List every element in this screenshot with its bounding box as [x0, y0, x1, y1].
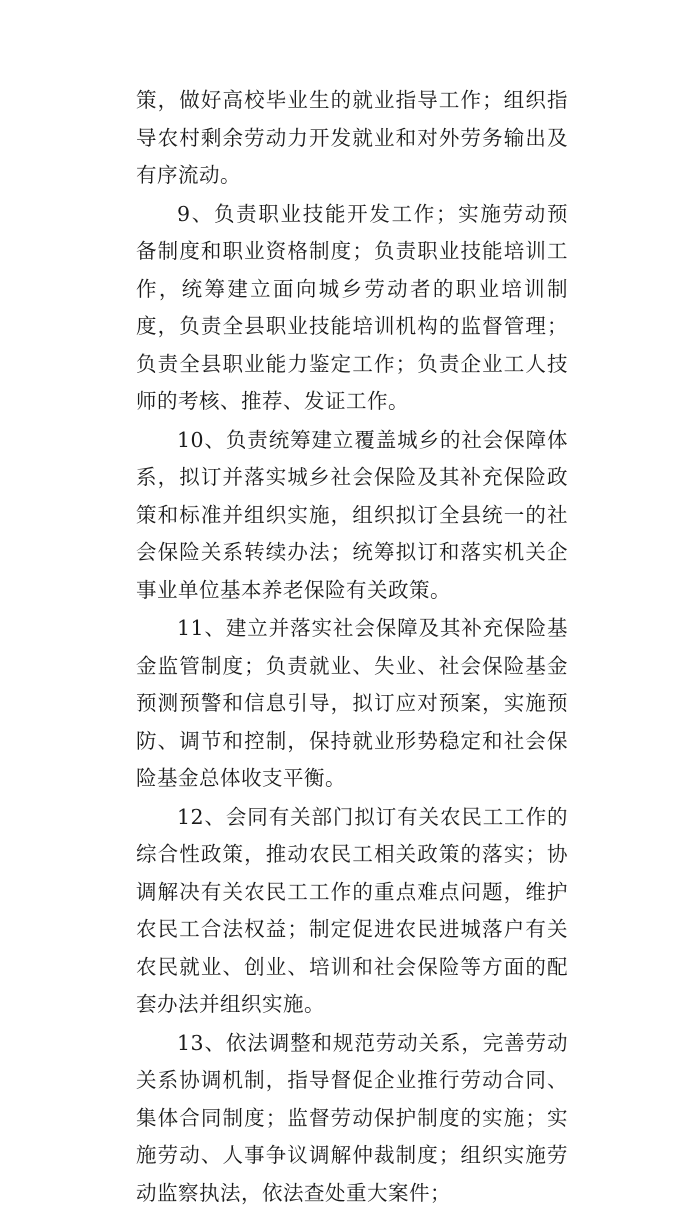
paragraph-continued: 策，做好高校毕业生的就业指导工作；组织指导农村剩余劳动力开发就业和对外劳务输出及有序流动。	[136, 82, 568, 195]
document-body	[136, 82, 568, 1212]
paragraph-item-12: 12、会同有关部门拟订有关农民工工作的综合性政策，推动农民工相关政策的落实；协调解决有关农民工工作的重点难点问题，维护农民工合法权益；制定促进农民进城落户有关农民就业、创业、培训和社会保险等方面的配套办法并组织实施。	[136, 799, 568, 1024]
paragraph-item-10: 10、负责统筹建立覆盖城乡的社会保障体系，拟订并落实城乡社会保险及其补充保险政策和标准并组织实施，组织拟订全县统一的社会保险关系转续办法；统筹拟订和落实机关企事业单位基本养老保险有关政策。	[136, 422, 568, 610]
paragraph-item-9: 9、负责职业技能开发工作；实施劳动预备制度和职业资格制度；负责职业技能培训工作，统筹建立面向城乡劳动者的职业培训制度，负责全县职业技能培训机构的监督管理；负责全县职业能力鉴定工作；负责企业工人技师的考核、推荐、发证工作。	[136, 196, 568, 421]
paragraph-item-13: 13、依法调整和规范劳动关系，完善劳动关系协调机制，指导督促企业推行劳动合同、集体合同制度；监督劳动保护制度的实施；实施劳动、人事争议调解仲裁制度；组织实施劳动监察执法，依法查处重大案件；	[136, 1025, 568, 1212]
paragraph-item-11: 11、建立并落实社会保障及其补充保险基金监管制度；负责就业、失业、社会保险基金预测预警和信息引导，拟订应对预案，实施预防、调节和控制，保持就业形势稳定和社会保险基金总体收支平衡。	[136, 610, 568, 798]
